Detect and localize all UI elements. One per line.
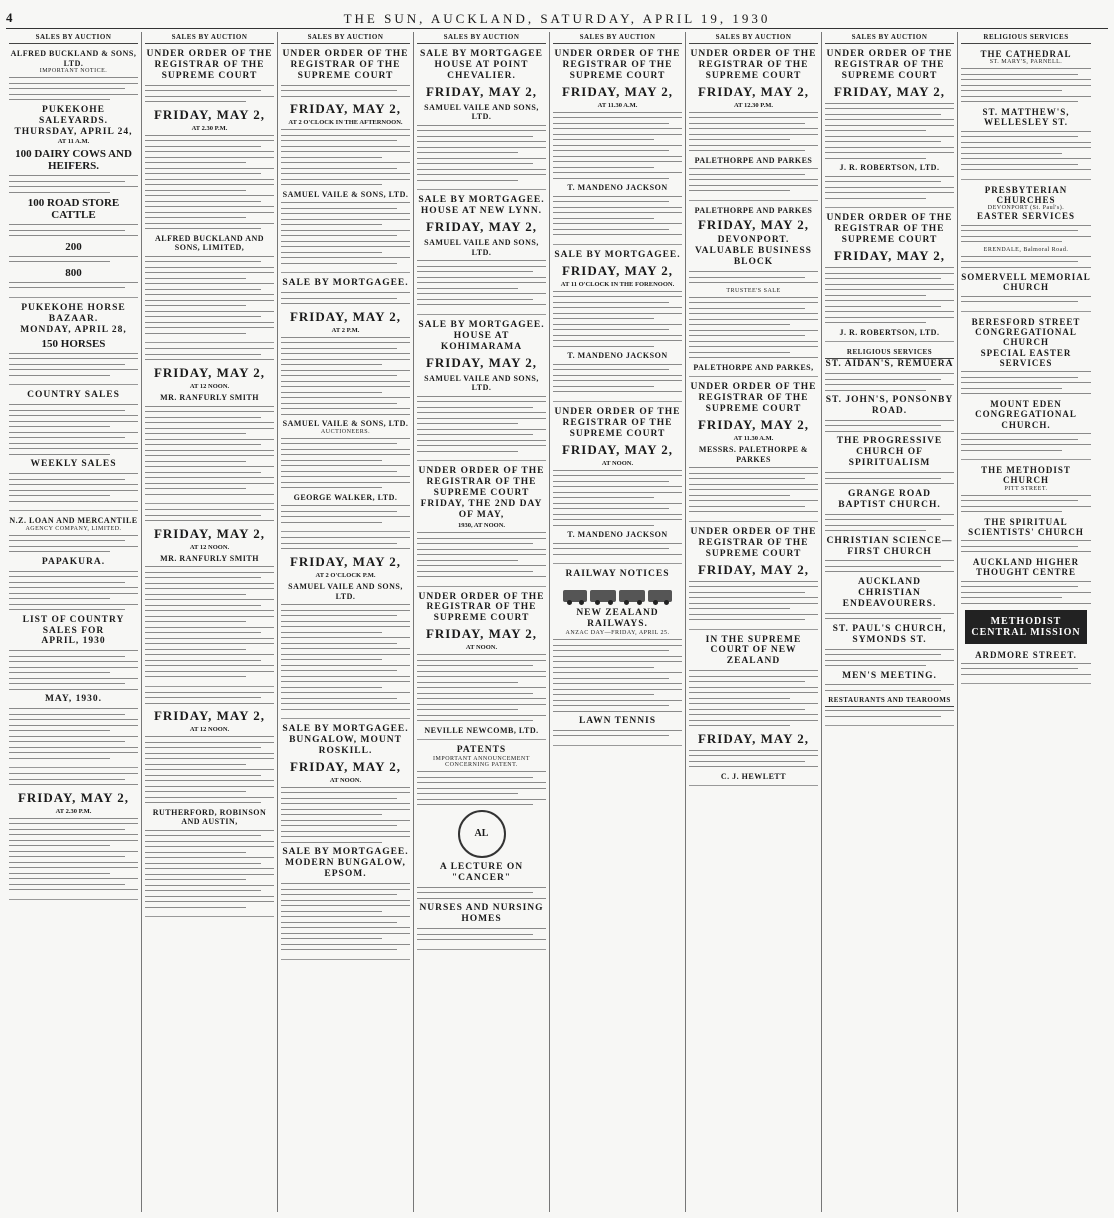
auctioneer-name: PALETHORPE AND PARKES bbox=[694, 155, 813, 165]
sale-date: FRIDAY, MAY 2, bbox=[153, 525, 266, 541]
sale-date: FRIDAY, MAY 2, bbox=[425, 219, 538, 235]
sale-time: AT NOON. bbox=[329, 776, 362, 784]
ad-block bbox=[145, 49, 274, 343]
text-lines bbox=[825, 710, 954, 717]
masthead bbox=[0, 6, 1114, 28]
section-heading: NURSES AND NURSING HOMES bbox=[419, 903, 544, 925]
lot-line: 150 HORSES bbox=[41, 337, 106, 350]
text-lines bbox=[417, 887, 546, 899]
text-lines bbox=[825, 649, 954, 667]
sale-date: FRIDAY, THE 2ND DAY OF MAY, bbox=[420, 499, 543, 521]
seal-logo: AL bbox=[458, 810, 506, 858]
text-lines bbox=[689, 581, 818, 621]
text-lines bbox=[961, 225, 1091, 243]
church-name: PRESBYTERIAN CHURCHES bbox=[984, 184, 1068, 205]
sale-date: FRIDAY, MAY 2, bbox=[833, 83, 946, 99]
church-name: MOUNT EDEN CONGREGATIONAL CHURCH. bbox=[975, 398, 1077, 430]
column-3 bbox=[278, 32, 414, 1212]
text-lines bbox=[9, 353, 138, 376]
sale-heading: PUKEKOHE SALEYARDS. bbox=[38, 104, 109, 126]
text-lines bbox=[825, 613, 954, 620]
church-block bbox=[961, 185, 1091, 312]
sale-date: FRIDAY, MAY 2, bbox=[833, 248, 946, 264]
church-sub: DEVONPORT (St. Paul's). bbox=[987, 205, 1065, 212]
text-lines bbox=[825, 176, 954, 199]
section-heading: RELIGIOUS SERVICES bbox=[825, 347, 954, 359]
text-lines bbox=[689, 271, 818, 283]
sale-heading: HOUSE AT POINT CHEVALIER. bbox=[434, 59, 529, 81]
church-name: THE SPIRITUAL SCIENTISTS' CHURCH bbox=[968, 516, 1084, 538]
column-heading: SALES BY AUCTION bbox=[825, 32, 954, 44]
church-block bbox=[961, 49, 1091, 180]
text-lines bbox=[553, 112, 682, 179]
church-name: ST. MATTHEW'S, WELLESLEY ST. bbox=[982, 106, 1070, 128]
sale-date: FRIDAY, MAY 2, bbox=[425, 626, 538, 642]
text-lines bbox=[553, 470, 682, 526]
text-lines bbox=[281, 604, 410, 710]
text-lines bbox=[689, 670, 818, 726]
text-lines bbox=[825, 373, 954, 391]
auctioneer-name: T. MANDENO JACKSON bbox=[567, 530, 668, 540]
sale-time: AT 12 NOON. bbox=[189, 382, 230, 390]
methodist-mission-logo: METHODIST CENTRAL MISSION bbox=[965, 610, 1087, 644]
sale-date: FRIDAY, MAY 2, bbox=[153, 364, 266, 380]
lot-line: 100 DAIRY COWS AND HEIFERS. bbox=[15, 148, 132, 173]
ad-block bbox=[145, 692, 274, 918]
church-name: THE PROGRESSIVE CHURCH OF SPIRITUALISM bbox=[836, 436, 943, 469]
sale-heading: UNDER ORDER OF THE REGISTRAR OF THE SUPREME COURT bbox=[826, 49, 953, 81]
text-lines bbox=[145, 135, 274, 230]
auctioneer-sub: AUCTIONEERS. bbox=[320, 428, 371, 435]
text-lines bbox=[961, 131, 1091, 171]
text-lines bbox=[9, 77, 138, 100]
sale-time: AT 12 NOON. bbox=[189, 726, 230, 734]
sale-time: AT 12 NOON. bbox=[189, 543, 230, 551]
sale-heading: UNDER ORDER OF THE REGISTRAR OF THE SUPREME COURT bbox=[554, 49, 681, 81]
ad-block bbox=[689, 49, 818, 201]
ad-block bbox=[689, 206, 818, 377]
column-8 bbox=[958, 32, 1094, 1212]
section-heading: RAILWAY NOTICES bbox=[565, 569, 670, 580]
sale-time: 1930, AT NOON. bbox=[457, 522, 506, 530]
column-1 bbox=[6, 32, 142, 1212]
auctioneer-name: ALFRED BUCKLAND AND SONS, LIMITED, bbox=[154, 233, 265, 253]
text-lines bbox=[145, 566, 274, 677]
text-lines bbox=[9, 473, 138, 502]
sale-heading: VALUABLE BUSINESS BLOCK bbox=[695, 246, 812, 268]
sale-date: MONDAY, APRIL 28, bbox=[20, 324, 127, 335]
church-name: AUCKLAND HIGHER THOUGHT CENTRE bbox=[972, 556, 1080, 578]
column-5 bbox=[550, 32, 686, 1212]
church-sub: ERENDALE, Balmoral Road. bbox=[983, 246, 1069, 253]
newspaper-title: THE SUN, AUCKLAND, SATURDAY, APRIL 19, 1930 bbox=[343, 11, 771, 26]
sale-heading: IN THE SUPREME COURT OF NEW ZEALAND bbox=[705, 634, 802, 667]
court-sale-block bbox=[9, 773, 138, 900]
notice-block bbox=[9, 49, 138, 298]
sale-date: FRIDAY, MAY 2, bbox=[561, 262, 674, 278]
text-lines bbox=[9, 650, 138, 690]
text-lines bbox=[281, 202, 410, 264]
column-2 bbox=[142, 32, 278, 1212]
text-lines bbox=[961, 371, 1091, 394]
text-lines bbox=[825, 103, 954, 159]
sale-time: AT 12.30 P.M. bbox=[733, 101, 774, 109]
religious-block bbox=[825, 347, 954, 726]
auctioneer-name: SAMUEL VAILE & SONS, LTD. bbox=[282, 189, 409, 199]
text-lines bbox=[281, 129, 410, 185]
sale-date: FRIDAY, MAY 2, bbox=[289, 758, 402, 774]
sale-time: AT 2 O'CLOCK IN THE AFTERNOON. bbox=[288, 119, 403, 127]
sale-date: FRIDAY, MAY 2, bbox=[697, 730, 810, 746]
text-lines bbox=[281, 292, 410, 304]
sale-heading: SALE BY MORTGAGEE. bbox=[282, 278, 409, 289]
auctioneer-name: NEVILLE NEWCOMB, LTD. bbox=[424, 725, 539, 735]
auctioneer-name: PALETHORPE AND PARKES, bbox=[693, 362, 814, 372]
sale-time: AT 11.30 A.M. bbox=[733, 435, 774, 443]
text-lines bbox=[553, 196, 682, 236]
text-lines bbox=[689, 750, 818, 768]
text-lines bbox=[145, 509, 274, 521]
lot-line: 100 ROAD STORE CATTLE bbox=[27, 197, 120, 222]
church-name: ARDMORE STREET. bbox=[975, 649, 1077, 660]
text-lines bbox=[9, 256, 138, 263]
sale-heading: BUNGALOW, MOUNT ROSKILL. bbox=[289, 735, 402, 756]
column-heading: RELIGIOUS SERVICES bbox=[961, 32, 1091, 44]
sale-heading: UNDER ORDER OF THE REGISTRAR OF THE SUPREME COURT bbox=[554, 406, 681, 439]
church-sub: PITT STREET. bbox=[1004, 485, 1048, 492]
ad-block bbox=[689, 635, 818, 787]
text-lines bbox=[281, 537, 410, 549]
text-lines bbox=[961, 256, 1091, 268]
text-lines bbox=[689, 297, 818, 359]
sale-date: FRIDAY, MAY 2, bbox=[425, 83, 538, 99]
column-4 bbox=[414, 32, 550, 1212]
sale-heading: SALE BY MORTGAGEE. bbox=[282, 724, 409, 735]
sale-date: FRIDAY, MAY 2, bbox=[697, 83, 810, 99]
section-heading: NEW ZEALAND RAILWAYS. bbox=[576, 608, 659, 630]
sale-time: AT 11.30 A.M. bbox=[597, 101, 638, 109]
sale-date: FRIDAY, MAY 2, bbox=[289, 553, 402, 569]
column-heading: SALES BY AUCTION bbox=[417, 32, 546, 44]
sale-heading: SALE BY MORTGAGEE. bbox=[418, 195, 545, 206]
section-sub: IMPORTANT ANNOUNCEMENT CONCERNING PATENT. bbox=[433, 756, 530, 769]
auctioneer-name: SAMUEL VAILE AND SONS, LTD. bbox=[424, 102, 539, 122]
ad-block bbox=[553, 407, 682, 564]
auctioneer-name: MESSRS. PALETHORPE & PARKES bbox=[698, 445, 809, 464]
text-lines bbox=[281, 787, 410, 843]
sale-heading: UNDER ORDER OF THE REGISTRAR OF THE SUPREME COURT bbox=[146, 49, 273, 81]
lecture-heading: A LECTURE ON "CANCER" bbox=[439, 861, 524, 883]
ad-block bbox=[825, 213, 954, 342]
horse-sale-block bbox=[9, 303, 138, 385]
text-lines bbox=[145, 406, 274, 495]
lot-line: 800 bbox=[65, 266, 82, 279]
text-lines bbox=[825, 420, 954, 432]
column-6 bbox=[686, 32, 822, 1212]
text-lines bbox=[961, 68, 1091, 102]
text-lines bbox=[689, 467, 818, 512]
church-name: ST. AIDAN'S, REMUERA bbox=[825, 359, 954, 370]
sale-heading: UNDER ORDER OF THE REGISTRAR OF THE SUPREME COURT bbox=[690, 49, 817, 81]
country-sales-block bbox=[9, 390, 138, 511]
text-lines bbox=[9, 535, 138, 553]
text-lines bbox=[825, 514, 954, 532]
sale-time: AT 2 O'CLOCK P.M. bbox=[315, 571, 376, 579]
church-name: SPECIAL EASTER SERVICES bbox=[980, 347, 1072, 369]
ad-block bbox=[281, 278, 410, 532]
auctioneer-name: T. MANDENO JACKSON bbox=[567, 351, 668, 361]
signature-name: C. J. HEWLETT bbox=[720, 771, 787, 781]
church-name: ST. JOHN'S, PONSONBY ROAD. bbox=[825, 395, 954, 417]
sale-heading: PUKEKOHE HORSE BAZAAR. bbox=[21, 302, 126, 324]
text-lines bbox=[9, 708, 138, 759]
column-7 bbox=[822, 32, 958, 1212]
text-lines bbox=[417, 260, 546, 305]
patents-block bbox=[417, 745, 546, 949]
auctioneer-name: SAMUEL VAILE AND SONS, LTD. bbox=[424, 238, 539, 257]
auctioneer-name: N.Z. LOAN AND MERCANTILE bbox=[9, 516, 138, 526]
sale-heading: UNDER ORDER OF THE REGISTRAR OF THE SUPREME COURT bbox=[282, 49, 409, 81]
church-name: SOMERVELL MEMORIAL CHURCH bbox=[961, 272, 1091, 293]
text-lines bbox=[281, 883, 410, 950]
sale-heading: DEVONPORT. bbox=[717, 235, 790, 246]
sale-time: AT 2.30 P.M. bbox=[191, 124, 228, 132]
nz-loan-block bbox=[9, 516, 138, 768]
sale-heading: HOUSE AT NEW LYNN. bbox=[420, 206, 543, 217]
sale-date: FRIDAY, MAY 2, bbox=[561, 441, 674, 457]
text-lines bbox=[553, 364, 682, 393]
section-heading: LAWN TENNIS bbox=[578, 716, 657, 726]
auctioneer-name: SAMUEL VAILE AND SONS, LTD. bbox=[424, 373, 539, 393]
text-lines bbox=[145, 256, 274, 334]
sale-heading: UNDER ORDER OF THE REGISTRAR OF THE SUPREME COURT bbox=[690, 526, 817, 559]
sale-time: AT 11 O'CLOCK IN THE FORENOON. bbox=[560, 280, 675, 288]
sale-heading: APRIL, 1930 bbox=[41, 636, 106, 647]
lot-line: 200 bbox=[65, 240, 82, 253]
sale-heading: COUNTRY SALES bbox=[27, 390, 120, 401]
sale-heading: HOUSE AT KOHIMARAMA bbox=[440, 330, 523, 352]
section-heading: PATENTS bbox=[456, 745, 507, 756]
ad-block bbox=[553, 49, 682, 245]
text-lines bbox=[961, 581, 1091, 604]
sale-time: AT NOON. bbox=[465, 644, 498, 652]
church-name: MEN'S MEETING. bbox=[842, 670, 937, 681]
church-name: ST. PAUL'S CHURCH, SYMONDS ST. bbox=[832, 623, 947, 645]
sale-date: FRIDAY, MAY 2, bbox=[697, 561, 810, 577]
text-lines bbox=[417, 771, 546, 805]
sale-heading: UNDER ORDER OF THE REGISTRAR OF THE SUPREME COURT bbox=[826, 213, 953, 246]
text-lines bbox=[689, 112, 818, 152]
sale-date: FRIDAY, MAY 2, bbox=[17, 789, 130, 805]
ad-block bbox=[417, 592, 546, 741]
sale-time: AT NOON. bbox=[601, 459, 634, 467]
sale-heading: UNDER ORDER OF THE REGISTRAR OF THE SUPREME COURT bbox=[418, 591, 545, 624]
text-lines bbox=[961, 663, 1091, 675]
text-lines bbox=[961, 495, 1091, 513]
text-lines bbox=[9, 282, 138, 289]
sale-heading: LIST OF COUNTRY SALES FOR bbox=[22, 614, 125, 636]
section-heading: RESTAURANTS AND TEAROOMS bbox=[825, 695, 954, 707]
text-lines bbox=[9, 224, 138, 236]
text-lines bbox=[281, 505, 410, 523]
text-lines bbox=[9, 404, 138, 455]
text-lines bbox=[417, 654, 546, 721]
church-block bbox=[961, 465, 1091, 684]
text-lines bbox=[281, 438, 410, 489]
sale-heading: WEEKLY SALES bbox=[30, 459, 117, 470]
auctioneer-name: PALETHORPE AND PARKES bbox=[694, 205, 813, 215]
ad-block bbox=[689, 527, 818, 630]
sale-heading: MAY, 1930. bbox=[44, 694, 103, 705]
church-name: EASTER SERVICES bbox=[977, 211, 1075, 222]
auctioneer-name: MR. RANFURLY SMITH bbox=[160, 553, 259, 563]
text-lines bbox=[417, 532, 546, 577]
church-name: THE CATHEDRAL bbox=[980, 49, 1072, 59]
sale-heading: SALE BY MORTGAGEE. bbox=[554, 249, 681, 260]
text-lines bbox=[961, 433, 1091, 451]
church-name: AUCKLAND CHRISTIAN ENDEAVOURERS. bbox=[842, 576, 937, 609]
sale-date: FRIDAY, MAY 2, bbox=[153, 106, 266, 122]
ad-block bbox=[417, 195, 546, 315]
sale-date: FRIDAY, MAY 2, bbox=[697, 217, 810, 233]
sale-date: FRIDAY, MAY 2, bbox=[153, 708, 266, 724]
text-lines bbox=[281, 337, 410, 415]
text-lines bbox=[145, 736, 274, 803]
church-name: BERESFORD STREET CONGREGATIONAL CHURCH bbox=[971, 316, 1081, 348]
sale-time: AT 11 A.M. bbox=[57, 138, 90, 146]
text-lines bbox=[961, 540, 1091, 552]
ad-block bbox=[145, 348, 274, 504]
church-sub: ST. MARY'S, PARNELL. bbox=[989, 59, 1063, 66]
column-heading: SALES BY AUCTION bbox=[9, 32, 138, 44]
text-lines bbox=[417, 125, 546, 181]
sale-date: THURSDAY, APRIL 24, bbox=[14, 126, 133, 137]
ad-block bbox=[281, 537, 410, 719]
column-heading: SALES BY AUCTION bbox=[145, 32, 274, 44]
text-lines bbox=[145, 830, 274, 908]
sale-date: FRIDAY, MAY 2, bbox=[697, 417, 810, 433]
text-lines bbox=[825, 267, 954, 323]
text-lines bbox=[553, 543, 682, 555]
text-lines bbox=[9, 175, 138, 193]
sale-heading: PAPAKURA. bbox=[41, 556, 106, 567]
auctioneer-name: T. MANDENO JACKSON bbox=[567, 183, 668, 193]
ad-block bbox=[825, 49, 954, 208]
sale-date: FRIDAY, MAY 2, bbox=[289, 101, 402, 117]
ad-block bbox=[417, 466, 546, 586]
text-lines bbox=[689, 168, 818, 191]
auctioneer-name: SAMUEL VAILE AND SONS, LTD. bbox=[288, 581, 403, 601]
auctioneer-name: SAMUEL VAILE & SONS, LTD. bbox=[282, 419, 409, 429]
ad-block bbox=[417, 49, 546, 190]
sale-heading: SALE BY MORTGAGEE. bbox=[418, 319, 545, 330]
column-grid bbox=[6, 32, 1108, 1212]
section-sub: ANZAC DAY—FRIDAY, APRIL 25. bbox=[565, 630, 670, 636]
church-name: GRANGE ROAD BAPTIST CHURCH. bbox=[838, 488, 941, 510]
text-lines bbox=[553, 291, 682, 347]
auctioneer-sub: AGENCY COMPANY, LIMITED. bbox=[25, 525, 122, 532]
text-lines bbox=[553, 730, 682, 737]
church-block bbox=[961, 317, 1091, 460]
sale-date: FRIDAY, MAY 2, bbox=[289, 308, 402, 324]
auctioneer-name: ALFRED BUCKLAND & SONS, LTD. bbox=[10, 49, 137, 68]
text-lines bbox=[825, 560, 954, 572]
text-lines bbox=[961, 296, 1091, 303]
sale-heading: SALE BY MORTGAGEE bbox=[420, 49, 543, 59]
column-heading: SALES BY AUCTION bbox=[553, 32, 682, 44]
sale-date: FRIDAY, MAY 2, bbox=[425, 354, 538, 370]
text-lines bbox=[9, 818, 138, 891]
column-heading: SALES BY AUCTION bbox=[689, 32, 818, 44]
text-lines bbox=[9, 773, 138, 785]
text-lines bbox=[145, 348, 274, 360]
text-lines bbox=[417, 928, 546, 940]
church-name: CHRISTIAN SCIENCE—FIRST CHURCH bbox=[826, 535, 953, 557]
church-name: THE METHODIST CHURCH bbox=[981, 465, 1071, 486]
sale-time: AT 2 P.M. bbox=[331, 326, 360, 334]
text-lines bbox=[825, 472, 954, 484]
page-number: 4 bbox=[6, 10, 13, 25]
text-lines bbox=[825, 684, 954, 691]
sale-heading: UNDER ORDER OF THE REGISTRAR OF THE SUPREME COURT bbox=[418, 466, 545, 499]
text-lines bbox=[417, 396, 546, 452]
railway-block bbox=[553, 569, 682, 746]
sale-heading: SALE BY MORTGAGEE. bbox=[282, 847, 409, 858]
sale-time: AT 2.30 P.M. bbox=[55, 807, 92, 815]
ad-block bbox=[689, 382, 818, 521]
text-lines bbox=[145, 692, 274, 704]
sale-date: FRIDAY, MAY 2, bbox=[561, 83, 674, 99]
ad-block bbox=[417, 320, 546, 461]
notice-title: IMPORTANT NOTICE. bbox=[39, 68, 108, 75]
text-lines bbox=[281, 85, 410, 97]
train-illustration bbox=[563, 583, 673, 605]
sale-sub: TRUSTEE'S SALE bbox=[726, 287, 781, 294]
text-lines bbox=[9, 571, 138, 611]
ad-block bbox=[145, 509, 274, 687]
auctioneer-name: J. R. ROBERTSON, LTD. bbox=[839, 163, 940, 173]
ad-block bbox=[281, 724, 410, 960]
text-lines bbox=[553, 639, 682, 712]
auctioneer-name: J. R. ROBERTSON, LTD. bbox=[839, 327, 940, 337]
ad-block bbox=[553, 250, 682, 402]
auctioneer-name: RUTHERFORD, ROBINSON AND AUSTIN, bbox=[152, 807, 267, 827]
auctioneer-name: GEORGE WALKER, LTD. bbox=[293, 492, 398, 502]
ad-block bbox=[281, 49, 410, 273]
auctioneer-name: MR. RANFURLY SMITH bbox=[160, 392, 259, 402]
column-heading: SALES BY AUCTION bbox=[281, 32, 410, 44]
header-rule bbox=[6, 28, 1108, 29]
text-lines bbox=[145, 85, 274, 103]
sale-heading: MODERN BUNGALOW, EPSOM. bbox=[285, 858, 406, 880]
sale-heading: UNDER ORDER OF THE REGISTRAR OF THE SUPREME COURT bbox=[690, 382, 817, 415]
